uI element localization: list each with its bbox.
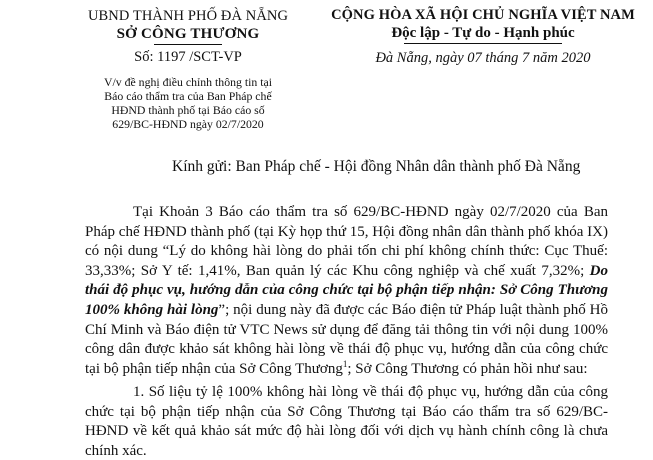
paragraph-2-text: 1. Số liệu tỷ lệ 100% không hài lòng về thái độ phục vụ, hướng dẫn của công chức tại bộ phận tiếp nhận của Sở Công Thương tại Báo cáo thẩm tra số 629/BC-HĐND về kết quả khảo sát mức độ hài lòng đối với dịch vụ hành chính công là chưa chính xác. [85,384,608,459]
nation-name: CỘNG HÒA XÃ HỘI CHỦ NGHĨA VIỆT NAM [331,7,635,23]
paragraph-tail: ; Sở Công Thương có phản hồi như sau: [347,360,588,377]
quote-close: ” [218,301,226,318]
body-paragraph-2 [85,383,608,460]
body-paragraph-1 [85,203,608,379]
footnote-ref: 1 [342,358,348,369]
place-and-date: Đà Nẵng, ngày 07 tháng 7 năm 2020 [375,50,591,66]
agency-underline [154,44,222,45]
agency-name: SỞ CÔNG THƯƠNG [116,26,260,42]
subject-line: HĐND thành phố tại Báo cáo số [111,103,265,117]
national-motto: Độc lập - Tự do - Hạnh phúc [391,25,575,41]
subject-line: Báo cáo thẩm tra của Ban Pháp chế [104,89,272,103]
subject-line: 629/BC-HĐND ngày 02/7/2020 [112,117,264,131]
document-subject [74,75,302,131]
motto-underline [404,43,562,44]
subject-line: V/v đề nghị điều chỉnh thông tin tại [103,75,273,89]
emphasized-quote: Do thái độ phục vụ, hướng dẫn của công chức tại bộ phận tiếp nhận: Sở Công Thương 100% không hài lòng [85,262,609,318]
parent-agency: UBND THÀNH PHỐ ĐÀ NẴNG [87,8,289,24]
paragraph-middle: ; nội dung này đã được các Báo điện tử Pháp luật thành phố Hồ Chí Minh và Báo điện tử VTC News sử dụng để đăng tải thông tin với nội dung 100% công dân được khảo sát không hài lòng về thái độ phục vụ, hướng dẫn của công chức tại bộ phận tiếp nhận của Sở Công Thương [85,301,609,377]
national-header [318,7,648,67]
recipient-line: Kính gửi: Ban Pháp chế - Hội đồng Nhân dân thành phố Đà Nẵng [172,158,581,175]
document-number: Số: 1197 /SCT-VP [134,49,242,65]
paragraph-intro: Tại Khoản 3 Báo cáo thẩm tra số 629/BC-HĐND ngày 02/7/2020 của Ban Pháp chế HĐND thành phố (tại Kỳ họp thứ 15, Hội đồng nhân dân thành phố khóa IX) có nội dung “Lý do không hài lòng do phải tốn chi phí không chính thức: Cục Thuế: 33,33%; Sở Y tế: 1,41%, Ban quản lý các Khu công nghiệp và chế xuất 7,32%; [85,204,608,279]
issuing-agency-header [74,8,302,131]
